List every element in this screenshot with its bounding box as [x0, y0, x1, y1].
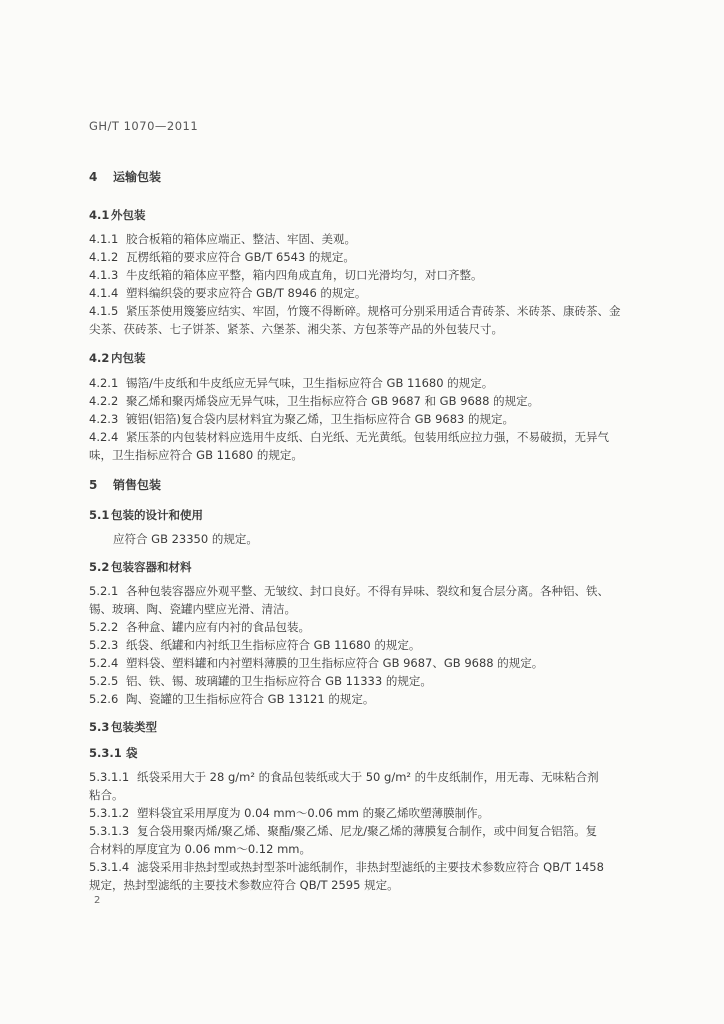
clause-number: 4.2.3	[89, 412, 119, 426]
clause-text: 牛皮纸箱的箱体应平整，箱内四角成直角，切口光滑均匀，对口齐整。	[126, 268, 483, 282]
clause-s413	[89, 268, 483, 283]
clause-s4	[89, 170, 161, 185]
clause-number: 4.1	[89, 208, 110, 222]
clause-s411	[89, 232, 356, 247]
clause-text: 塑料袋、塑料罐和内衬塑料薄膜的卫生指标应符合 GB 9687、GB 9688 的规定。	[126, 656, 544, 670]
clause-s5311c	[89, 788, 124, 803]
clause-number: 5.3.1.2	[89, 806, 130, 820]
clause-number: 5.3	[89, 720, 110, 734]
clause-s415	[89, 304, 621, 319]
clause-s423	[89, 412, 514, 427]
clause-number: 5.2.6	[89, 692, 119, 706]
clause-s525	[89, 674, 432, 689]
clause-text: 塑料编织袋的要求应符合 GB/T 8946 的规定。	[126, 286, 367, 300]
clause-s5314	[89, 860, 604, 875]
clause-number: 4.2.4	[89, 430, 119, 444]
clause-s531	[89, 746, 138, 761]
clause-text: 包装类型	[111, 720, 157, 734]
clause-s521	[89, 584, 609, 599]
clause-number: 5.3.1.4	[89, 860, 130, 874]
clause-s51	[89, 508, 203, 523]
clause-text: 应符合 GB 23350 的规定。	[113, 532, 258, 546]
clause-text: 陶、瓷罐的卫生指标应符合 GB 13121 的规定。	[126, 692, 375, 706]
clause-text: 味，卫生指标应符合 GB 11680 的规定。	[89, 448, 303, 462]
page-number: 2	[94, 895, 101, 906]
clause-s5312	[89, 806, 489, 821]
clause-text: 复合袋用聚丙烯/聚乙烯、聚酯/聚乙烯、尼龙/聚乙烯的薄膜复合制作，或中间复合铝箔。复	[137, 824, 598, 838]
clause-text: 锡、玻璃、陶、瓷罐内壁应光滑、清洁。	[89, 602, 296, 616]
clause-number: 4.1.5	[89, 304, 119, 318]
clause-text: 聚乙烯和聚丙烯袋应无异气味，卫生指标应符合 GB 9687 和 GB 9688 的规定。	[126, 394, 540, 408]
clause-s41	[89, 208, 146, 223]
clause-s415c	[89, 322, 503, 337]
clause-number: 5.3.1	[89, 746, 122, 760]
clause-s526	[89, 692, 374, 707]
clause-text: 滤袋采用非热封型或热封型茶叶滤纸制作，非热封型滤纸的主要技术参数应符合 QB/T 1458	[137, 860, 604, 874]
clause-text: 瓦楞纸箱的要求应符合 GB/T 6543 的规定。	[126, 250, 355, 264]
clause-text: 规定，热封型滤纸的主要技术参数应符合 QB/T 2595 规定。	[89, 878, 399, 892]
clause-text: 包装容器和材料	[111, 560, 192, 574]
clause-text: 运输包装	[113, 170, 162, 184]
clause-number: 4.2	[89, 351, 110, 365]
clause-number: 5.2.3	[89, 638, 119, 652]
clause-s424	[89, 430, 609, 445]
clause-number: 4.1.1	[89, 232, 119, 246]
clause-number: 5.2.2	[89, 620, 119, 634]
clause-s5313	[89, 824, 597, 839]
clause-number: 5.2.4	[89, 656, 119, 670]
clause-s422	[89, 394, 539, 409]
clause-s5	[89, 478, 161, 493]
clause-s414	[89, 286, 366, 301]
clause-number: 4.2.1	[89, 376, 119, 390]
clause-number: 5.3.1.1	[89, 770, 130, 784]
clause-text: 内包装	[111, 351, 146, 365]
clause-text: 尖茶、茯砖茶、七子饼茶、紧茶、六堡茶、湘尖茶、方包茶等产品的外包装尺寸。	[89, 322, 503, 336]
clause-number: 5.2.1	[89, 584, 119, 598]
clause-s424c	[89, 448, 303, 463]
clause-text: 各种包装容器应外观平整、无皱纹、封口良好。不得有异味、裂纹和复合层分离。各种铝、铁、	[126, 584, 609, 598]
clause-text: 粘合。	[89, 788, 124, 802]
clause-s523	[89, 638, 420, 653]
clause-number: 4.1.4	[89, 286, 119, 300]
clause-s421	[89, 376, 493, 391]
clause-text: 各种盒、罐内应有内衬的食品包装。	[126, 620, 310, 634]
clause-text: 包装的设计和使用	[111, 508, 203, 522]
clause-text: 塑料袋宜采用厚度为 0.04 mm～0.06 mm 的聚乙烯吹塑薄膜制作。	[137, 806, 490, 820]
clause-text: 纸袋采用大于 28 g/m² 的食品包装纸或大于 50 g/m² 的牛皮纸制作，用无毒、无味粘合剂	[137, 770, 599, 784]
clause-s5313c	[89, 842, 311, 857]
clause-text: 袋	[126, 746, 138, 760]
clause-s521c	[89, 602, 296, 617]
clause-text: 紧压茶的内包装材料应选用牛皮纸、白光纸、无光黄纸。包装用纸应拉力强，不易破损，无异气	[126, 430, 609, 444]
clause-s5314c	[89, 878, 399, 893]
clause-s524	[89, 656, 543, 671]
clause-text: 合材料的厚度宜为 0.06 mm～0.12 mm。	[89, 842, 311, 856]
clause-s51t	[113, 532, 258, 547]
clause-text: 铝、铁、锡、玻璃罐的卫生指标应符合 GB 11333 的规定。	[126, 674, 432, 688]
clause-s5311	[89, 770, 599, 785]
clause-number: 4.2.2	[89, 394, 119, 408]
clause-text: 锡箔/牛皮纸和牛皮纸应无异气味，卫生指标应符合 GB 11680 的规定。	[126, 376, 494, 390]
clause-number: 5.2.5	[89, 674, 119, 688]
clause-s53	[89, 720, 157, 735]
clause-number: 5.1	[89, 508, 110, 522]
clause-s522	[89, 620, 310, 635]
clause-s42	[89, 351, 146, 366]
clause-number: 5.2	[89, 560, 110, 574]
clause-text: 紧压茶使用篾篓应结实、牢固，竹篾不得断碎。规格可分别采用适合青砖茶、米砖茶、康砖茶、金	[126, 304, 621, 318]
clause-number: 5	[89, 478, 98, 492]
clause-text: 镀铝(铝箔)复合袋内层材料宜为聚乙烯，卫生指标应符合 GB 9683 的规定。	[126, 412, 515, 426]
clause-number: 5.3.1.3	[89, 824, 130, 838]
clause-text: 销售包装	[113, 478, 162, 492]
clause-s412	[89, 250, 355, 265]
clause-number: 4.1.2	[89, 250, 119, 264]
clause-text: 外包装	[111, 208, 146, 222]
clause-number: 4	[89, 170, 98, 184]
clause-text: 胶合板箱的箱体应端正、整洁、牢固、美观。	[126, 232, 356, 246]
standard-number: GH/T 1070—2011	[89, 119, 199, 133]
clause-number: 4.1.3	[89, 268, 119, 282]
clause-text: 纸袋、纸罐和内衬纸卫生指标应符合 GB 11680 的规定。	[126, 638, 421, 652]
clause-s52	[89, 560, 192, 575]
